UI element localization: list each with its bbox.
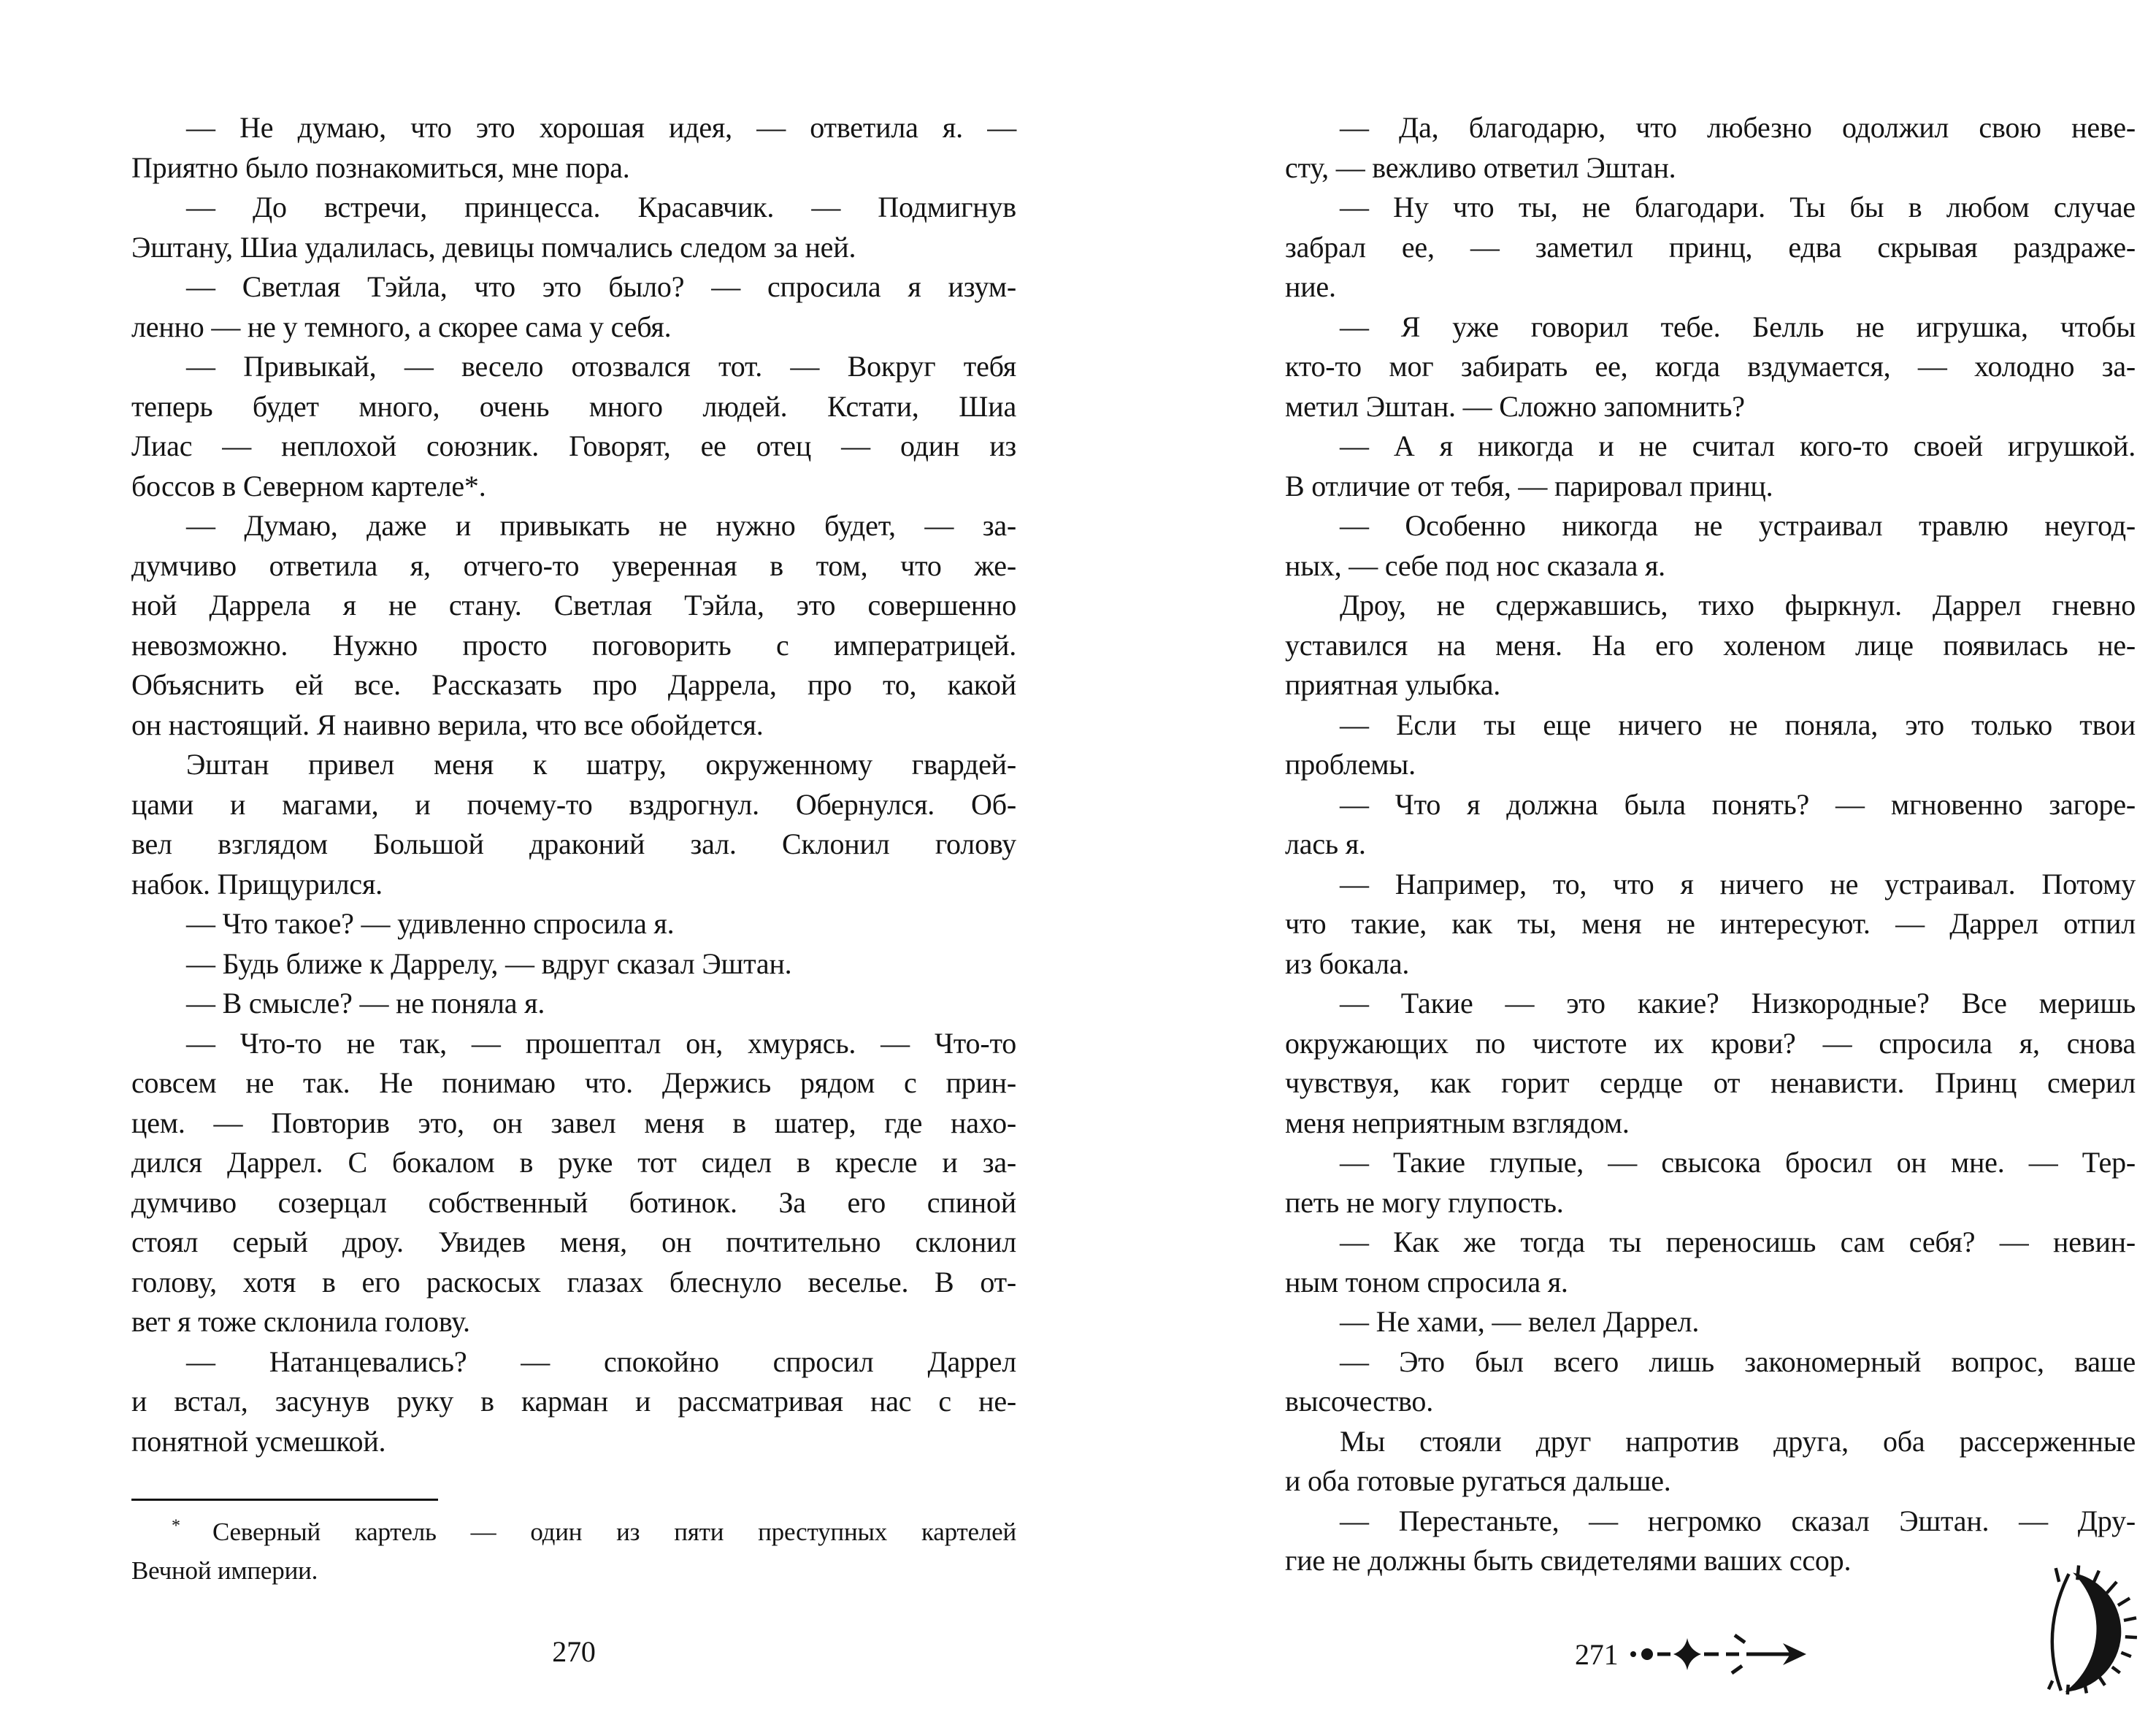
paragraph <box>1285 1342 2136 1422</box>
text-line: думчиво созерцал собственный ботинок. За его спиной <box>131 1185 1016 1219</box>
text-line: — Что-то не так, — прошептал он, хмурясь. — Что-то <box>186 1026 1016 1060</box>
footnote-line: * Северный картель — один из пяти преступных картелей <box>172 1516 1016 1546</box>
text-line: Мы стояли друг напротив друга, оба рассерженные <box>1340 1424 2136 1458</box>
text-line: Эштан привел меня к шатру, окруженному гвардей- <box>186 748 1016 781</box>
text-line: проблемы. <box>1285 748 1416 781</box>
text-line: теперь будет много, очень много людей. Кстати, Шиа <box>131 389 1016 423</box>
paragraph <box>131 267 1016 347</box>
text-line: он настоящий. Я наивно верила, что все обойдется. <box>131 708 764 741</box>
text-line: и встал, засунув руку в карман и рассматривая нас с не- <box>131 1385 1016 1418</box>
text-line: ных, — себе под нос сказала я. <box>1285 548 1665 582</box>
text-line: кто-то мог забирать ее, когда вздумается, — холодно за- <box>1285 350 2136 383</box>
paragraph <box>1285 1302 2136 1342</box>
text-line: — Натанцевались? — спокойно спросил Даррел <box>186 1345 1016 1378</box>
text-line: — В смысле? — не поняла я. <box>186 987 545 1020</box>
text-line: — Привыкай, — весело отозвался тот. — Вокруг тебя <box>186 350 1016 383</box>
paragraph <box>1285 427 2136 506</box>
text-line: ленно — не у темного, а скорее сама у себя. <box>131 310 672 343</box>
text-line: дился Даррел. С бокалом в руке тот сидел в кресле и за- <box>131 1146 1016 1179</box>
text-line: меня неприятным взглядом. <box>1285 1106 1630 1139</box>
text-line: — Что я должна была понять? — мгновенно загоре- <box>1340 787 2136 821</box>
paragraph <box>1285 108 2136 188</box>
text-line: — Не хами, — велел Даррел. <box>1340 1305 1700 1338</box>
text-line: — Что такое? — удивленно спросила я. <box>186 907 675 940</box>
text-line: цем. — Повторив это, он завел меня в шатер, где нахо- <box>131 1106 1016 1139</box>
text-line: что такие, как ты, меня не интересуют. — Даррел отпил <box>1285 907 2136 940</box>
text-line: уставился на меня. На его холеном лице появилась не- <box>1285 628 2136 662</box>
text-line: — Например, то, что я ничего не устраивал. Потому <box>1340 867 2136 900</box>
text-line: чувствуя, как горит сердце от ненависти. Принц смерил <box>1285 1066 2136 1099</box>
text-line: — Это был всего лишь закономерный вопрос, ваше <box>1340 1345 2136 1378</box>
page-right-text <box>1285 108 2136 1581</box>
text-line: и оба готовые ругаться дальше. <box>1285 1464 1671 1497</box>
text-line: ние. <box>1285 270 1336 303</box>
text-line: Дроу, не сдержавшись, тихо фыркнул. Даррел гневно <box>1340 589 2136 621</box>
text-line: — Такие — это какие? Низкородные? Все меришь <box>1340 987 2136 1020</box>
text-line: Лиас — неплохой союзник. Говорят, ее отец — один из <box>131 429 1016 462</box>
paragraph <box>1285 307 2136 427</box>
text-line: Объяснить ей все. Рассказать про Даррела, про то, какой <box>131 668 1016 701</box>
dotted-star-arrow-icon <box>1628 1633 1819 1675</box>
paragraph <box>131 984 1016 1024</box>
text-line: метил Эштан. — Сложно запомнить? <box>1285 389 1745 423</box>
footnote <box>131 1499 1016 1590</box>
text-line: понятной усмешкой. <box>131 1424 386 1458</box>
text-line: Приятно было познакомиться, мне пора. <box>131 150 630 184</box>
text-line: — Светлая Тэйла, что это было? — спросила я изум- <box>186 270 1016 303</box>
paragraph <box>131 1024 1016 1342</box>
text-line: боссов в Северном картеле*. <box>131 469 486 502</box>
text-line: стоял серый дроу. Увидев меня, он почтительно склонил <box>131 1225 1016 1258</box>
text-line: — Ну что ты, не благодари. Ты бы в любом случае <box>1340 191 2136 223</box>
text-line: вет я тоже склонила голову. <box>131 1305 470 1338</box>
paragraph <box>1285 984 2136 1143</box>
text-line: — Такие глупые, — свысока бросил он мне. — Тер- <box>1340 1146 2136 1179</box>
text-line: ным тоном спросила я. <box>1285 1265 1568 1298</box>
text-line: невозможно. Нужно просто поговорить с императрицей. <box>131 628 1016 662</box>
text-line: цами и магами, и почему-то вздрогнул. Обернулся. Об- <box>131 787 1016 821</box>
text-line: вел взглядом Большой драконий зал. Склонил голову <box>131 827 1016 860</box>
text-line: — Думаю, даже и привыкать не нужно будет, — за- <box>186 509 1016 542</box>
paragraph <box>1285 865 2136 984</box>
page-left-text <box>131 108 1016 1461</box>
footnote-marker: * <box>172 1516 212 1536</box>
text-line: Эштану, Шиа удалилась, девицы помчались следом за ней. <box>131 230 856 264</box>
paragraph <box>131 108 1016 188</box>
text-line: — А я никогда и не считал кого-то своей игрушкой. <box>1340 429 2136 462</box>
text-line: — Да, благодарю, что любезно одолжил свою неве- <box>1340 111 2136 144</box>
paragraph <box>1285 188 2136 307</box>
paragraph <box>1285 1223 2136 1302</box>
paragraph <box>131 347 1016 506</box>
page-right <box>1078 0 2156 1725</box>
paragraph <box>1285 586 2136 705</box>
crescent-moon-icon <box>2035 1560 2143 1708</box>
page-footer-right <box>1575 1633 1819 1675</box>
text-line: — Будь ближе к Даррелу, — вдруг сказал Эштан. <box>186 946 792 980</box>
paragraph <box>1285 705 2136 785</box>
text-line: ной Даррела я не стану. Светлая Тэйла, это совершенно <box>131 589 1016 621</box>
paragraph <box>1285 506 2136 586</box>
paragraph <box>1285 1143 2136 1223</box>
footnote-line: Вечной империи. <box>131 1556 318 1585</box>
page-number-right: 271 <box>1575 1637 1619 1671</box>
paragraph <box>131 745 1016 904</box>
text-line: — Я уже говорил тебе. Белль не игрушка, чтобы <box>1340 310 2136 343</box>
text-line: окружающих по чистоте их крови? — спросила я, снова <box>1285 1026 2136 1060</box>
text-line: высочество. <box>1285 1385 1433 1418</box>
text-line: сту, — вежливо ответил Эштан. <box>1285 150 1676 184</box>
text-line: гие не должны быть свидетелями ваших ссор. <box>1285 1544 1852 1577</box>
text-line: петь не могу глупость. <box>1285 1185 1564 1219</box>
text-line: совсем не так. Не понимаю что. Держись рядом с прин- <box>131 1066 1016 1099</box>
text-line: — Особенно никогда не устраивал травлю неугод- <box>1340 509 2136 542</box>
paragraph <box>131 944 1016 984</box>
text-line: лась я. <box>1285 827 1366 860</box>
paragraph <box>1285 785 2136 865</box>
paragraph <box>131 188 1016 267</box>
paragraph <box>1285 1422 2136 1502</box>
text-line: голову, хотя в его раскосых глазах блеснуло веселье. В от- <box>131 1265 1016 1298</box>
text-line: думчиво ответила я, отчего-то уверенная в том, что же- <box>131 548 1016 582</box>
text-line: набок. Прищурился. <box>131 867 383 900</box>
text-line: забрал ее, — заметил принц, едва скрывая раздраже- <box>1285 230 2136 264</box>
footnote-rule <box>131 1499 438 1501</box>
text-line: — Не думаю, что это хорошая идея, — ответила я. — <box>186 111 1016 144</box>
paragraph <box>1285 1502 2136 1581</box>
paragraph <box>131 1342 1016 1462</box>
text-line: — Перестаньте, — негромко сказал Эштан. — Дру- <box>1340 1504 2136 1537</box>
page-number-left: 270 <box>552 1635 596 1668</box>
text-line: приятная улыбка. <box>1285 668 1501 701</box>
text-line: — До встречи, принцесса. Красавчик. — Подмигнув <box>186 191 1016 223</box>
text-line: — Если ты еще ничего не поняла, это только твои <box>1340 708 2136 741</box>
paragraph <box>131 506 1016 745</box>
paragraph <box>131 904 1016 944</box>
text-line: В отличие от тебя, — парировал принц. <box>1285 469 1773 502</box>
footnote-lines <box>131 1512 1016 1590</box>
text-line: из бокала. <box>1285 946 1410 980</box>
text-line: — Как же тогда ты переносишь сам себя? — невин- <box>1340 1225 2136 1258</box>
